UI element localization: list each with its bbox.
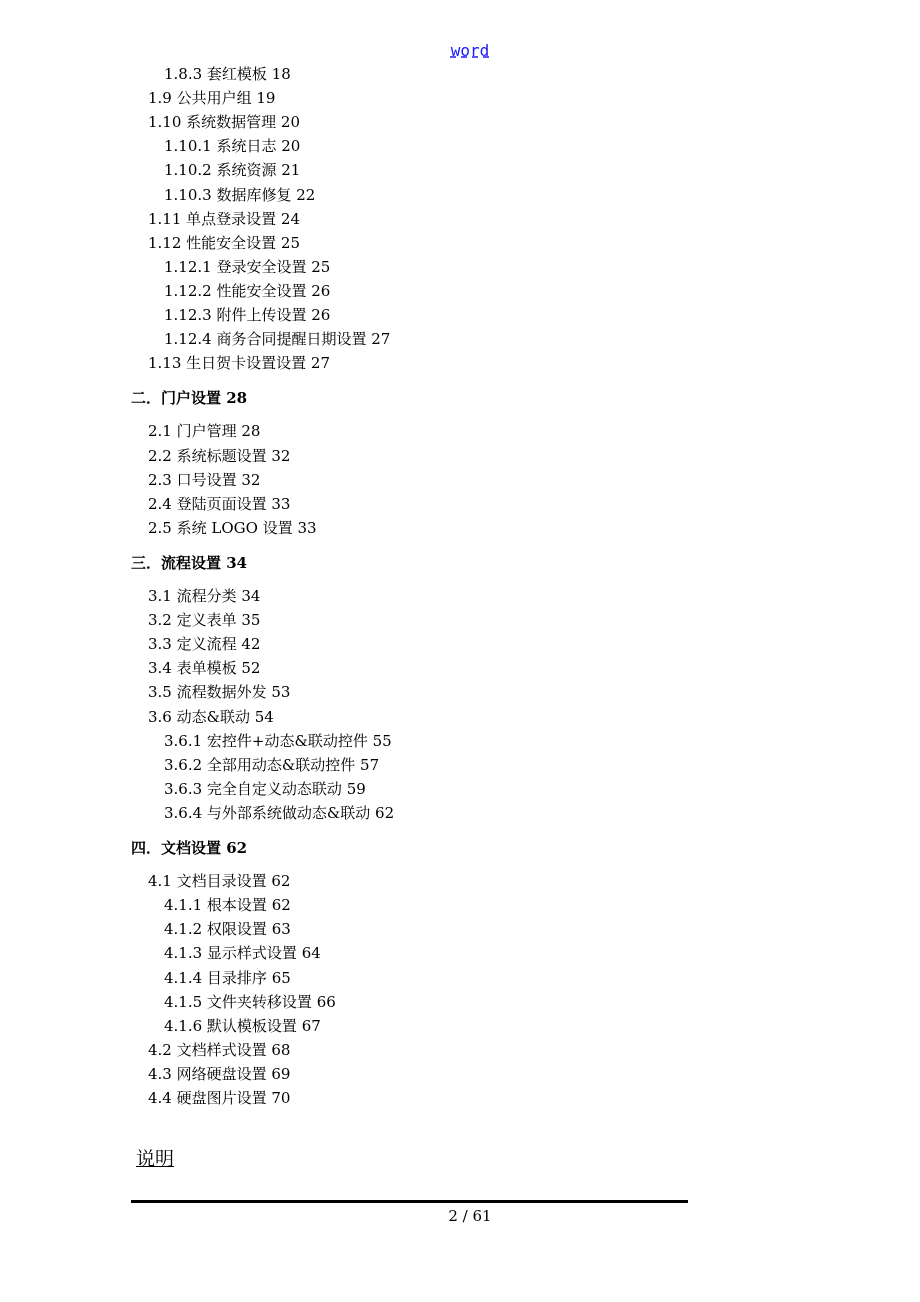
- toc-entry[interactable]: 3.1 流程分类 34: [148, 587, 261, 605]
- section-heading: 说明: [136, 1148, 175, 1170]
- toc-entry[interactable]: 3.3 定义流程 42: [148, 635, 261, 654]
- toc-entry[interactable]: 4.4 硬盘图片设置 70: [148, 1089, 291, 1107]
- page-header-title: word: [450, 41, 490, 60]
- toc-entry[interactable]: 4.1.1 根本设置 62: [164, 896, 291, 915]
- toc-entry[interactable]: 1.8.3 套红模板 18: [164, 65, 291, 83]
- toc-entry[interactable]: 4.1.3 显示样式设置 64: [164, 944, 321, 963]
- toc-entry[interactable]: 2.1 门户管理 28: [148, 422, 261, 441]
- toc-entry[interactable]: 1.10 系统数据管理 20: [148, 113, 301, 132]
- toc-entry[interactable]: 1.11 单点登录设置 24: [148, 209, 301, 228]
- toc-entry[interactable]: 1.9 公共用户组 19: [148, 89, 276, 108]
- toc-entry[interactable]: 4.1.2 权限设置 63: [164, 920, 291, 939]
- toc-entry[interactable]: 1.12.4 商务合同提醒日期设置 27: [164, 330, 391, 349]
- toc-entry[interactable]: 1.12 性能安全设置 25: [148, 233, 301, 252]
- toc-entry[interactable]: 1.10.1 系统日志 20: [164, 137, 301, 156]
- toc-entry[interactable]: 3.6.2 全部用动态&联动控件 57: [164, 755, 380, 774]
- page-number: 2 / 61: [448, 1207, 492, 1225]
- toc-entry[interactable]: 4.1.5 文件夹转移设置 66: [164, 992, 336, 1011]
- toc-entry[interactable]: 3.2 定义表单 35: [148, 611, 261, 630]
- footer-rule: [131, 1200, 688, 1203]
- toc-entry[interactable]: 3.4 表单模板 52: [148, 659, 261, 678]
- toc-entry[interactable]: 1.12.2 性能安全设置 26: [164, 281, 331, 300]
- toc-entry[interactable]: 1.12.1 登录安全设置 25: [164, 257, 331, 276]
- toc-entry[interactable]: 3.6 动态&联动 54: [148, 707, 274, 726]
- toc-entry[interactable]: 2.2 系统标题设置 32: [148, 446, 291, 465]
- toc-entry[interactable]: 3.6.1 宏控件+动态&联动控件 55: [164, 731, 392, 750]
- toc-entry[interactable]: 2.4 登陆页面设置 33: [148, 494, 291, 513]
- toc-entry[interactable]: 4.2 文档样式设置 68: [148, 1040, 291, 1059]
- toc-entry[interactable]: 4.3 网络硬盘设置 69: [148, 1064, 291, 1083]
- toc-entry[interactable]: 1.12.3 附件上传设置 26: [164, 306, 331, 324]
- toc-entry[interactable]: 3.6.4 与外部系统做动态&联动 62: [164, 803, 395, 822]
- toc-chapter[interactable]: 四．文档设置 62: [131, 839, 248, 857]
- toc-entry[interactable]: 4.1.4 目录排序 65: [164, 968, 291, 987]
- toc-entry[interactable]: 2.3 口号设置 32: [148, 470, 261, 489]
- toc-entry[interactable]: 1.13 生日贺卡设置设置 27: [148, 354, 331, 373]
- toc-entry[interactable]: 3.6.3 完全自定义动态联动 59: [164, 779, 366, 798]
- toc-entry[interactable]: 1.10.3 数据库修复 22: [164, 185, 316, 204]
- toc-chapter[interactable]: 二．门户设置 28: [131, 389, 248, 408]
- toc-entry[interactable]: 1.10.2 系统资源 21: [164, 161, 301, 180]
- toc-entry[interactable]: 3.5 流程数据外发 53: [148, 683, 291, 702]
- toc-entry[interactable]: 4.1 文档目录设置 62: [148, 872, 291, 891]
- toc-entry[interactable]: 2.5 系统 LOGO 设置 33: [148, 518, 317, 537]
- toc-entry[interactable]: 4.1.6 默认模板设置 67: [164, 1016, 321, 1035]
- toc-chapter[interactable]: 三．流程设置 34: [131, 553, 248, 572]
